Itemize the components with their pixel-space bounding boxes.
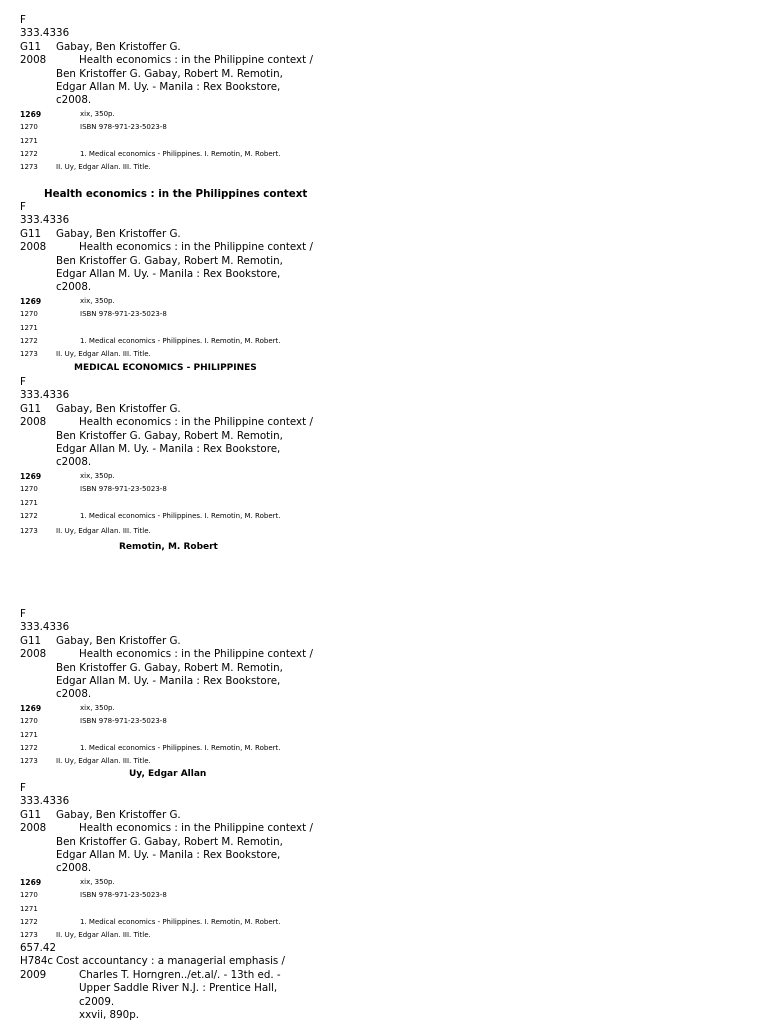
card-author: Gabay, Ben Kristoffer G. [56, 808, 181, 821]
card-body-line: c2008. [56, 862, 92, 875]
card-body-line: Ben Kristoffer G. Gabay, Robert M. Remotin, [56, 661, 283, 674]
card-body-line: Edgar Allan M. Uy. - Manila : Rex Bookstore, [56, 442, 281, 455]
added-entry-heading: Uy, Edgar Allan [129, 769, 207, 779]
card-prefix: F [20, 608, 26, 620]
card-year: 2008 [20, 241, 47, 254]
card-year: 2008 [20, 416, 47, 429]
card-tag: 1269 [20, 877, 42, 887]
card-tag: 1270 [20, 310, 38, 319]
card-prefix: F [20, 376, 26, 388]
card-author: Gabay, Ben Kristoffer G. [56, 227, 181, 240]
title-heading: Health economics : in the Philippines context [44, 188, 308, 200]
card-body-line: c2008. [56, 688, 92, 701]
card-body-line: c2008. [56, 281, 92, 294]
subject-heading: MEDICAL ECONOMICS - PHILIPPINES [74, 363, 257, 373]
catalog-card-1 [20, 14, 350, 175]
card-tag: 1271 [20, 904, 38, 913]
card-isbn: ISBN 978-971-23-5023-8 [80, 310, 167, 319]
card-tag: 1272 [20, 743, 38, 752]
card-tag: 1269 [20, 109, 42, 119]
card-tag: 1271 [20, 730, 38, 739]
card-collation: xix, 350p. [80, 109, 115, 118]
card-tracing-2: II. Uy, Edgar Allan. III. Title. [56, 931, 151, 940]
catalog-card-2 [20, 201, 350, 362]
card-body-line: Edgar Allan M. Uy. - Manila : Rex Bookstore, [56, 674, 281, 687]
card-tag: 1270 [20, 123, 38, 132]
card-body-line: c2008. [56, 94, 92, 107]
card-collation: xix, 350p. [80, 877, 115, 886]
card-cutter: H784c [20, 955, 54, 968]
catalog-card-4 [20, 608, 350, 769]
card-classno: 657.42 [20, 942, 57, 954]
card-collation: xix, 350p. [80, 296, 115, 305]
card-tag: 1270 [20, 485, 38, 494]
card-cutter: G11 [20, 40, 42, 53]
card-prefix: F [20, 14, 26, 26]
card-year: 2008 [20, 648, 47, 661]
card-cutter: G11 [20, 402, 42, 415]
card-tracing-2: II. Uy, Edgar Allan. III. Title. [56, 163, 151, 172]
card-body-line: Health economics : in the Philippine context / [79, 416, 313, 429]
card-tracing-2: II. Uy, Edgar Allan. III. Title. [56, 527, 151, 536]
card-tag: 1271 [20, 498, 38, 507]
card-body-line: Ben Kristoffer G. Gabay, Robert M. Remotin, [56, 835, 283, 848]
card-tag: 1273 [20, 350, 38, 359]
card-cutter: G11 [20, 634, 42, 647]
card-classno: 333.4336 [20, 214, 70, 227]
card-tag: 1270 [20, 891, 38, 900]
card-body-line: Edgar Allan M. Uy. - Manila : Rex Bookstore, [56, 80, 281, 93]
card-tracing-1: 1. Medical economics - Philippines. I. Remotin, M. Robert. [80, 149, 281, 158]
card-isbn: ISBN 978-971-23-5023-8 [80, 891, 167, 900]
card-body-line: Charles T. Horngren../et.al/. - 13th ed. - [79, 968, 281, 981]
card-body-line: c2009. [79, 995, 115, 1008]
card-body-line: Ben Kristoffer G. Gabay, Robert M. Remotin, [56, 67, 283, 80]
card-body-line: Health economics : in the Philippine context / [79, 54, 313, 67]
card-author: Gabay, Ben Kristoffer G. [56, 402, 181, 415]
catalog-card-5 [20, 782, 350, 943]
card-author: Gabay, Ben Kristoffer G. [56, 40, 181, 53]
card-body-line: Health economics : in the Philippine context / [79, 648, 313, 661]
card-tracing-1: 1. Medical economics - Philippines. I. Remotin, M. Robert. [80, 743, 281, 752]
added-entry-heading: Remotin, M. Robert [119, 542, 218, 552]
card-year: 2008 [20, 54, 47, 67]
catalog-card-3 [20, 376, 350, 539]
card-tracing-2: II. Uy, Edgar Allan. III. Title. [56, 350, 151, 359]
card-tracing-2: II. Uy, Edgar Allan. III. Title. [56, 757, 151, 766]
card-tag: 1271 [20, 136, 38, 145]
card-tag: 1273 [20, 757, 38, 766]
card-classno: 333.4336 [20, 389, 70, 402]
card-tracing-1: 1. Medical economics - Philippines. I. Remotin, M. Robert. [80, 336, 281, 345]
card-body-line: Health economics : in the Philippine context / [79, 822, 313, 835]
card-classno: 333.4336 [20, 27, 70, 40]
card-body-line: Ben Kristoffer G. Gabay, Robert M. Remotin, [56, 254, 283, 267]
card-body-line: c2008. [56, 456, 92, 469]
card-cutter: G11 [20, 227, 42, 240]
card-tag: 1271 [20, 323, 38, 332]
card-prefix: F [20, 201, 26, 213]
card-isbn: ISBN 978-971-23-5023-8 [80, 485, 167, 494]
card-isbn: ISBN 978-971-23-5023-8 [80, 717, 167, 726]
card-tracing-1: 1. Medical economics - Philippines. I. Remotin, M. Robert. [80, 917, 281, 926]
card-title: Cost accountancy : a managerial emphasis / [56, 955, 286, 968]
card-year: 2008 [20, 822, 47, 835]
card-tag: 1269 [20, 471, 42, 481]
card-classno: 333.4336 [20, 795, 70, 808]
card-body-line: Health economics : in the Philippine context / [79, 241, 313, 254]
card-isbn: ISBN 978-971-23-5023-8 [80, 123, 167, 132]
card-tracing-1: 1. Medical economics - Philippines. I. Remotin, M. Robert. [80, 511, 281, 520]
card-tag: 1269 [20, 703, 42, 713]
card-body-line: Edgar Allan M. Uy. - Manila : Rex Bookstore, [56, 267, 281, 280]
card-tag: 1269 [20, 296, 42, 306]
card-tag: 1273 [20, 163, 38, 172]
card-year: 2009 [20, 968, 47, 981]
card-tag: 1272 [20, 149, 38, 158]
card-classno: 333.4336 [20, 621, 70, 634]
card-body-line: xxvii, 890p. [79, 1008, 140, 1021]
card-tag: 1272 [20, 917, 38, 926]
card-tag: 1272 [20, 336, 38, 345]
card-collation: xix, 350p. [80, 703, 115, 712]
card-tag: 1273 [20, 527, 38, 536]
card-body-line: Ben Kristoffer G. Gabay, Robert M. Remotin, [56, 429, 283, 442]
card-body-line: Upper Saddle River N.J. : Prentice Hall, [79, 982, 278, 995]
card-prefix: F [20, 782, 26, 794]
card-cutter: G11 [20, 808, 42, 821]
card-tag: 1272 [20, 511, 38, 520]
card-tag: 1270 [20, 717, 38, 726]
card-collation: xix, 350p. [80, 471, 115, 480]
card-tag: 1273 [20, 931, 38, 940]
catalog-card-6 [20, 942, 350, 1022]
card-author: Gabay, Ben Kristoffer G. [56, 634, 181, 647]
card-body-line: Edgar Allan M. Uy. - Manila : Rex Bookstore, [56, 848, 281, 861]
